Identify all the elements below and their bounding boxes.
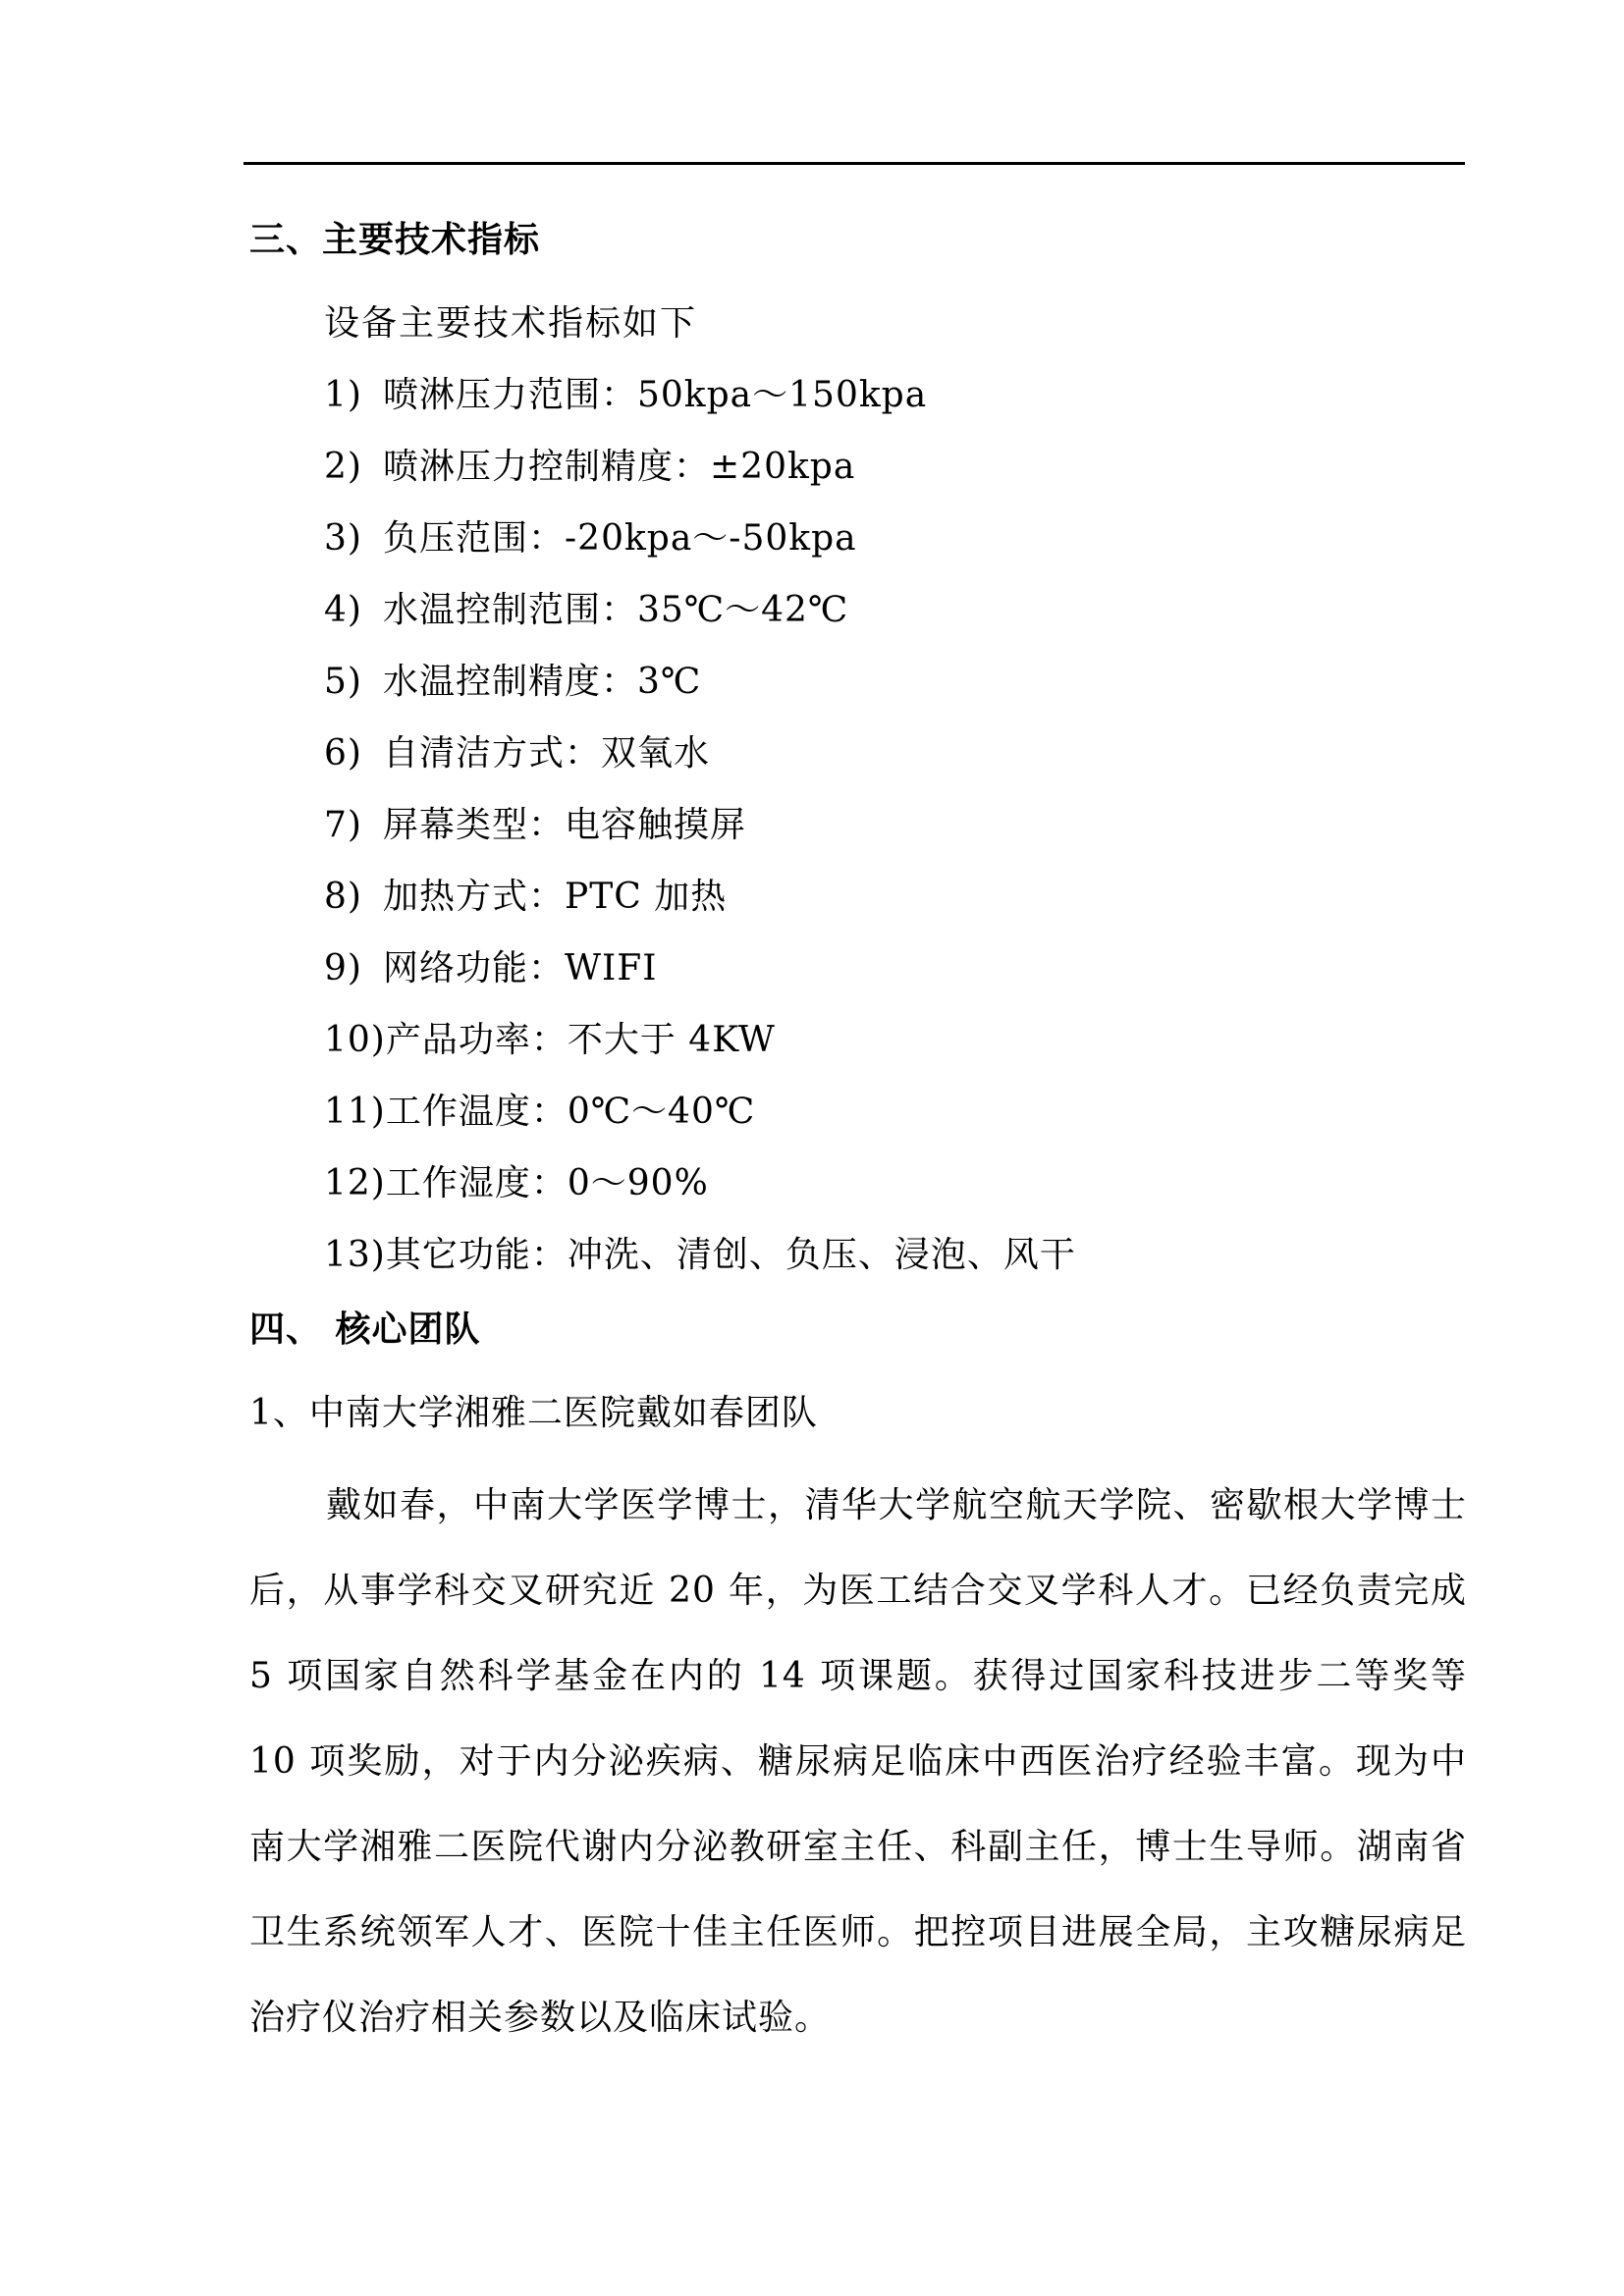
spec-item	[324, 873, 1076, 944]
spec-item	[324, 801, 1076, 873]
spec-number: 13)	[324, 1235, 386, 1275]
spec-text: 水温控制范围：35℃～42℃	[383, 590, 849, 630]
spec-text: 喷淋压力控制精度：±20kpa	[383, 447, 856, 487]
spec-text: 加热方式：PTC 加热	[383, 877, 728, 917]
team-lead-bio: 戴如春，中南大学医学博士，清华大学航空航天学院、密歇根大学博士后，从事学科交叉研究近 20 年，为医工结合交叉学科人才。已经负责完成 5 项国家自然科学基金在内的 14 项课题。获得过国家科技进步二等奖等 10 项奖励，对于内分泌疾病、糖尿病足临床中西医治疗经验丰富。现为中南大学湘雅二医院代谢内分泌教研室主任、科副主任，博士生导师。湖南省卫生系统领军人才、医院十佳主任医师。把控项目进展全局，主攻糖尿病足治疗仪治疗相关参数以及临床试验。	[249, 1485, 1467, 2038]
spec-number: 3)	[324, 518, 362, 559]
spec-number: 12)	[324, 1163, 386, 1203]
section-heading-core-team: 四、 核心团队	[249, 1309, 481, 1350]
spec-item	[324, 443, 1076, 514]
spec-number: 7)	[324, 805, 362, 845]
spec-number: 6)	[324, 733, 362, 774]
team-title: 1、中南大学湘雅二医院戴如春团队	[249, 1393, 818, 1433]
specs-intro: 设备主要技术指标如下	[324, 303, 698, 344]
spec-text: 工作湿度：0～90%	[385, 1163, 709, 1203]
spec-number: 4)	[324, 590, 362, 630]
header-rule	[244, 162, 1465, 165]
spec-item	[324, 1231, 1076, 1303]
spec-number: 8)	[324, 877, 362, 917]
spec-item	[324, 1159, 1076, 1231]
spec-text: 自清洁方式：双氧水	[383, 733, 711, 774]
spec-item	[324, 729, 1076, 801]
spec-text: 屏幕类型：电容触摸屏	[383, 805, 747, 845]
spec-text: 喷淋压力范围：50kpa～150kpa	[383, 375, 928, 415]
spec-number: 1)	[324, 375, 362, 415]
spec-number: 5)	[324, 662, 362, 702]
spec-text: 其它功能：冲洗、清创、负压、浸泡、风干	[385, 1235, 1076, 1275]
spec-list	[324, 371, 1076, 1303]
section-heading-technical-specs: 三、主要技术指标	[249, 220, 541, 260]
spec-number: 9)	[324, 948, 362, 988]
spec-item	[324, 586, 1076, 658]
spec-number: 11)	[324, 1092, 386, 1132]
spec-text: 网络功能：WIFI	[383, 948, 658, 988]
spec-item	[324, 371, 1076, 443]
spec-text: 水温控制精度：3℃	[383, 662, 702, 702]
spec-text: 产品功率：不大于 4KW	[385, 1020, 776, 1060]
spec-item	[324, 514, 1076, 586]
spec-item	[324, 944, 1076, 1016]
spec-item	[324, 1088, 1076, 1159]
spec-text: 负压范围：-20kpa～-50kpa	[383, 518, 857, 559]
spec-number: 2)	[324, 447, 362, 487]
spec-item	[324, 658, 1076, 729]
spec-text: 工作温度：0℃～40℃	[385, 1092, 756, 1132]
spec-number: 10)	[324, 1020, 386, 1060]
spec-item	[324, 1016, 1076, 1088]
